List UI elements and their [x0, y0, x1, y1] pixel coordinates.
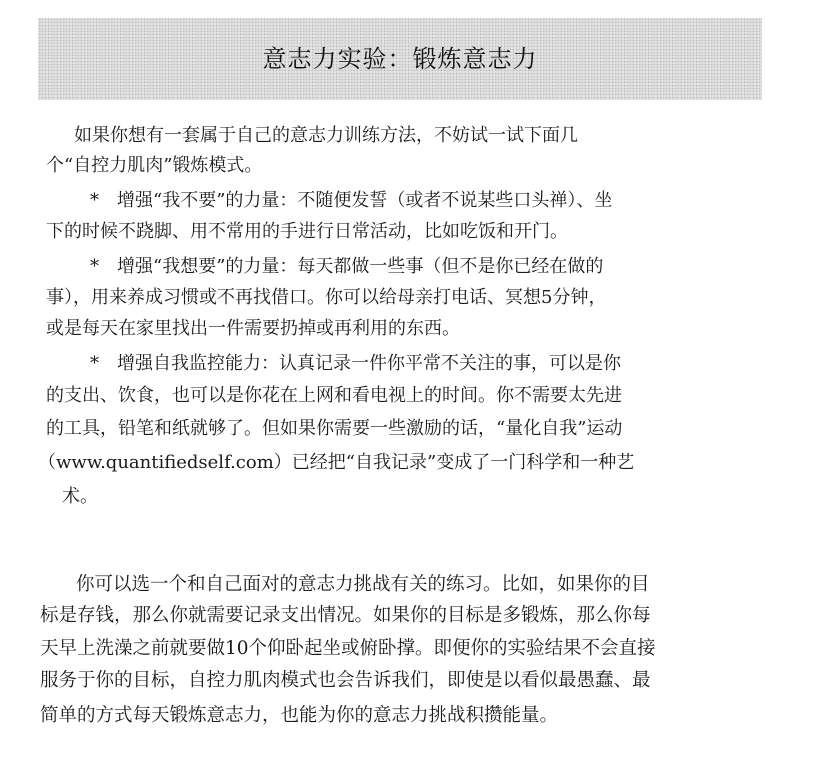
box-text-line: 事），用来养成习惯或不再找借口。你可以给母亲打电话、冥想5分钟， [46, 287, 607, 308]
box-text-line: 的工具，铅笔和纸就够了。但如果你需要一些激励的话，“量化自我”运动 [46, 418, 623, 439]
bullet-line: * 增强“我想要”的力量：每天都做一些事（但不是你已经在做的 [90, 256, 604, 277]
box-text-line: 或是每天在家里找出一件需要扔掉或再利用的东西。 [46, 318, 460, 339]
box-text-line: 的支出、饮食，也可以是你花在上网和看电视上的时间。你不需要太先进 [46, 385, 622, 406]
paragraph-line: 你可以选一个和自己面对的意志力挑战有关的练习。比如，如果你的目 [76, 574, 650, 595]
page-title: 意志力实验：锻炼意志力 [262, 44, 538, 73]
title-banner [38, 18, 762, 100]
paragraph-line: 标是存钱，那么你就需要记录支出情况。如果你的目标是多锻炼，那么你每 [40, 605, 651, 626]
paragraph-line: 简单的方式每天锻炼意志力，也能为你的意志力挑战积攒能量。 [40, 705, 559, 726]
box-text-line: 术。 [62, 486, 98, 507]
box-text-line: （www.quantifiedself.com）已经把“自我记录”变成了一门科学和一种艺 [38, 452, 635, 473]
box-text-line: 个“自控力肌肉”锻炼模式。 [46, 155, 263, 176]
paragraph-line: 服务于你的目标，自控力肌肉模式也会告诉我们，即使是以看似最愚蠢、最 [40, 670, 651, 691]
bullet-line: * 增强“我不要”的力量：不随便发誓（或者不说某些口头禅）、坐 [90, 190, 613, 211]
box-text-line: 如果你想有一套属于自己的意志力训练方法，不妨试一试下面几 [74, 125, 578, 146]
paragraph-line: 天早上洗澡之前就要做10个仰卧起坐或俯卧撑。即便你的实验结果不会直接 [40, 638, 656, 659]
box-text-line: 下的时候不跷脚、用不常用的手进行日常活动，比如吃饭和开门。 [46, 221, 568, 242]
bullet-line: * 增强自我监控能力：认真记录一件你平常不关注的事，可以是你 [90, 353, 621, 374]
